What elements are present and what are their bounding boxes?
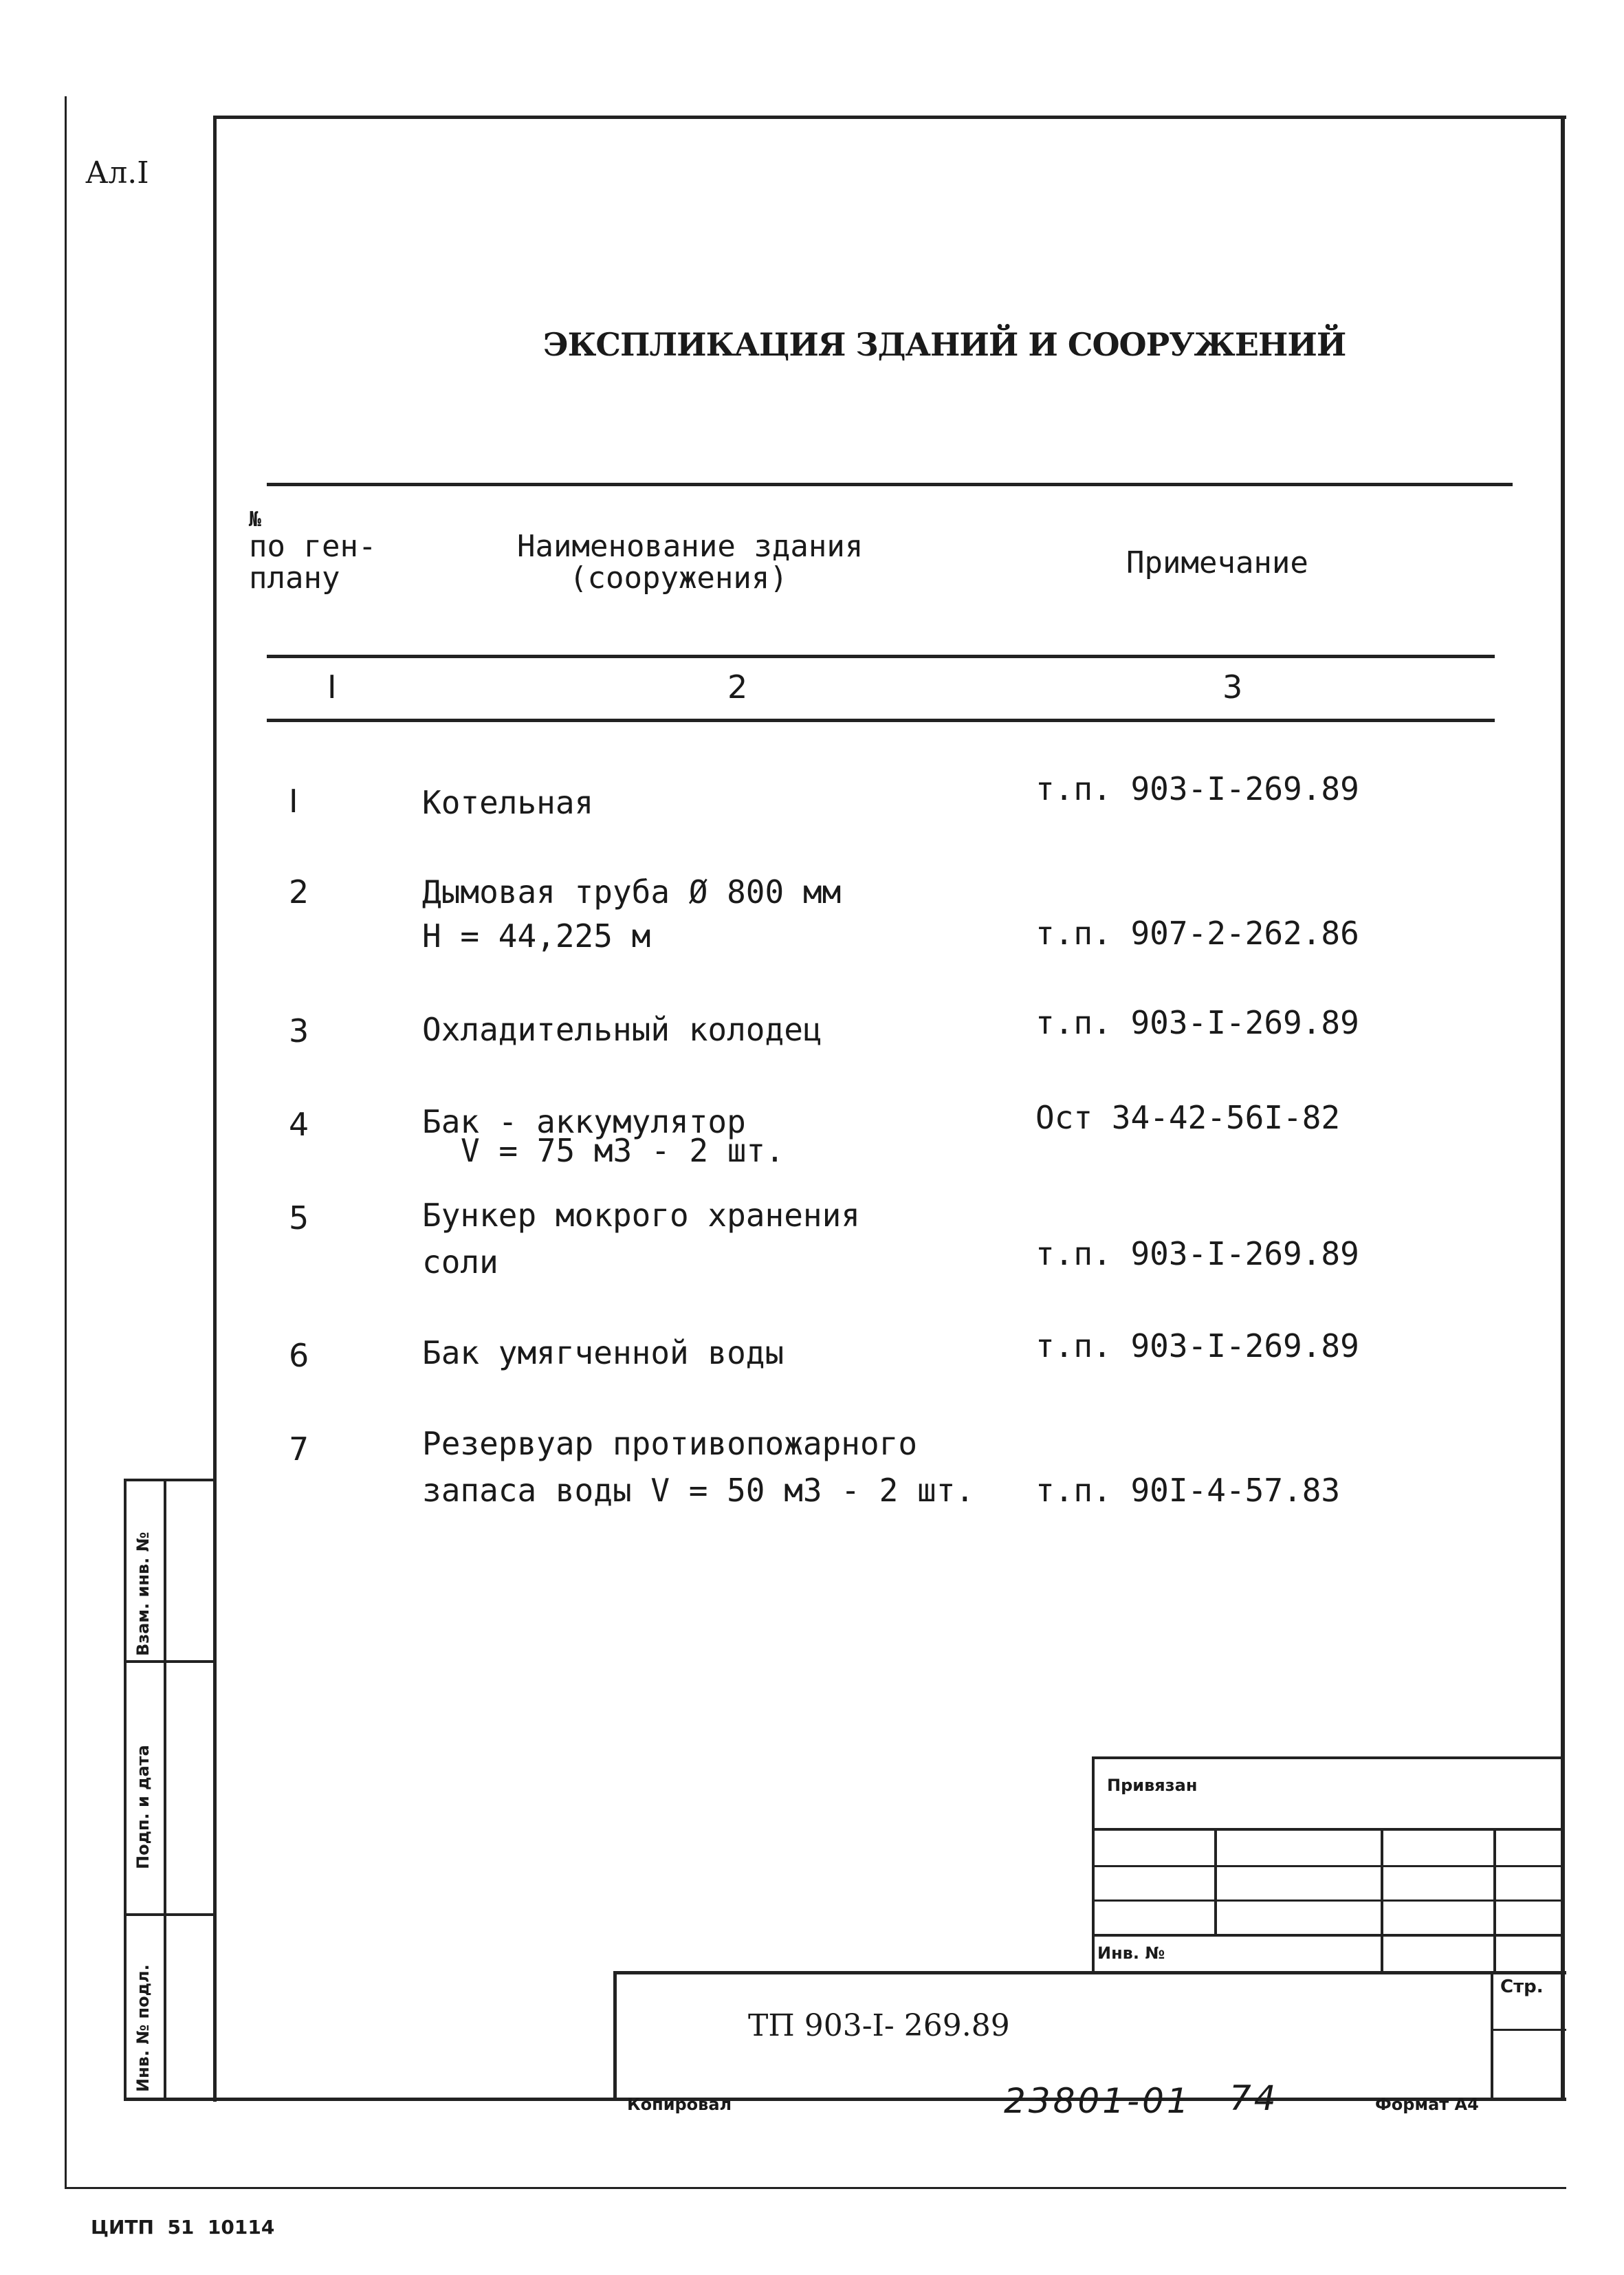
row-1-name-line1: Котельная xyxy=(422,784,594,821)
codeblock-top-border xyxy=(613,1971,1566,1974)
column-number-1: I xyxy=(327,668,337,706)
footer-handwritten-page: 74 xyxy=(1229,2078,1279,2118)
footer-format: Формат А4 xyxy=(1375,2095,1479,2114)
row-4-name-line2: V = 75 м3 - 2 шт. xyxy=(461,1132,784,1169)
document-title: ЭКСПЛИКАЦИЯ ЗДАНИЙ И СООРУЖЕНИЙ xyxy=(543,326,1346,363)
row-7-name-line2: запаса воды V = 50 м3 - 2 шт. xyxy=(422,1472,975,1509)
side-vzam-inv-label: Взам. инв. № xyxy=(133,1532,153,1656)
table-colnum-rule xyxy=(267,719,1495,722)
row-6-name-line1: Бак умягченной воды xyxy=(422,1334,784,1371)
row-4-note: Ост 34-42-56I-82 xyxy=(1035,1099,1341,1136)
row-4-name-line1: Бак - аккумулятор xyxy=(422,1103,746,1140)
stamp-page-label: Стр. xyxy=(1500,1977,1544,1997)
footer-printer-code: ЦИТП 51 10114 xyxy=(91,2216,275,2239)
stamp-inv-no-label: Инв. № xyxy=(1097,1944,1165,1963)
stamp-privyazan-label: Привязан xyxy=(1107,1776,1198,1795)
codeblock-right-divider xyxy=(1491,1971,1493,2100)
header-col1-line2: плану xyxy=(249,560,340,596)
stamp-vline-2 xyxy=(1381,1828,1383,1972)
stamp-left-border xyxy=(1092,1756,1095,1972)
header-col3: Примечание xyxy=(1126,545,1308,580)
row-1-number: I xyxy=(289,783,298,820)
row-1-note: т.п. 903-I-269.89 xyxy=(1035,770,1359,807)
row-7-name-line1: Резервуар противопожарного xyxy=(422,1425,918,1462)
row-7-note: т.п. 90I-4-57.83 xyxy=(1035,1472,1341,1509)
row-5-name-line1: Бункер мокрого хранения xyxy=(422,1197,860,1234)
stamp-vline-1 xyxy=(1214,1828,1217,1934)
page-bottom-line xyxy=(65,2187,1566,2189)
row-5-number: 5 xyxy=(289,1199,309,1237)
row-6-note: т.п. 903-I-269.89 xyxy=(1035,1327,1359,1364)
side-panel-inner xyxy=(164,1479,166,2100)
header-col1-line1: по ген- xyxy=(249,529,377,564)
frame-left-border xyxy=(213,116,217,2102)
column-number-2: 2 xyxy=(727,668,748,706)
row-5-note: т.п. 903-I-269.89 xyxy=(1035,1235,1359,1272)
sheet-label: Ал.I xyxy=(85,155,149,191)
row-2-name-line2: H = 44,225 м xyxy=(422,917,651,955)
row-6-number: 6 xyxy=(289,1337,309,1374)
side-panel-left xyxy=(124,1479,127,2100)
table-top-rule xyxy=(267,483,1513,486)
frame-right-border xyxy=(1561,116,1565,2100)
row-2-number: 2 xyxy=(289,873,309,911)
project-code: ТП 903-I- 269.89 xyxy=(748,2008,1010,2043)
frame-bottom-border xyxy=(124,2098,1566,2101)
table-header-rule xyxy=(267,655,1495,658)
row-2-note: т.п. 907-2-262.86 xyxy=(1035,915,1359,952)
row-3-note: т.п. 903-I-269.89 xyxy=(1035,1004,1359,1041)
codeblock-page-rule xyxy=(1491,2029,1566,2031)
row-4-number: 4 xyxy=(289,1106,309,1143)
column-number-3: 3 xyxy=(1222,668,1243,706)
header-col2-line2: (сооружения) xyxy=(569,560,788,596)
side-panel-div1 xyxy=(124,1660,215,1663)
side-panel-div2 xyxy=(124,1913,215,1916)
row-3-name-line1: Охладительный колодец xyxy=(422,1011,822,1048)
header-col2-line1: Наименование здания xyxy=(517,529,864,564)
side-podp-data-label: Подп. и дата xyxy=(133,1745,153,1869)
footer-handwritten-code: 23801-01 xyxy=(1004,2081,1192,2121)
frame-top-border xyxy=(213,116,1566,119)
footer-kopiroval: Копировал xyxy=(627,2095,732,2114)
header-col1-symbol: № xyxy=(249,508,262,532)
row-5-name-line2: соли xyxy=(422,1243,498,1281)
row-7-number: 7 xyxy=(289,1430,309,1468)
left-binding-line xyxy=(65,96,67,2187)
stamp-vline-3 xyxy=(1493,1828,1496,1972)
row-3-number: 3 xyxy=(289,1012,309,1049)
side-panel-top xyxy=(124,1479,215,1481)
row-2-name-line1: Дымовая труба Ø 800 мм xyxy=(422,873,842,911)
codeblock-left-border xyxy=(613,1971,617,2100)
stamp-top-border xyxy=(1092,1756,1565,1759)
side-inv-podl-label: Инв. № подл. xyxy=(133,1964,153,2092)
